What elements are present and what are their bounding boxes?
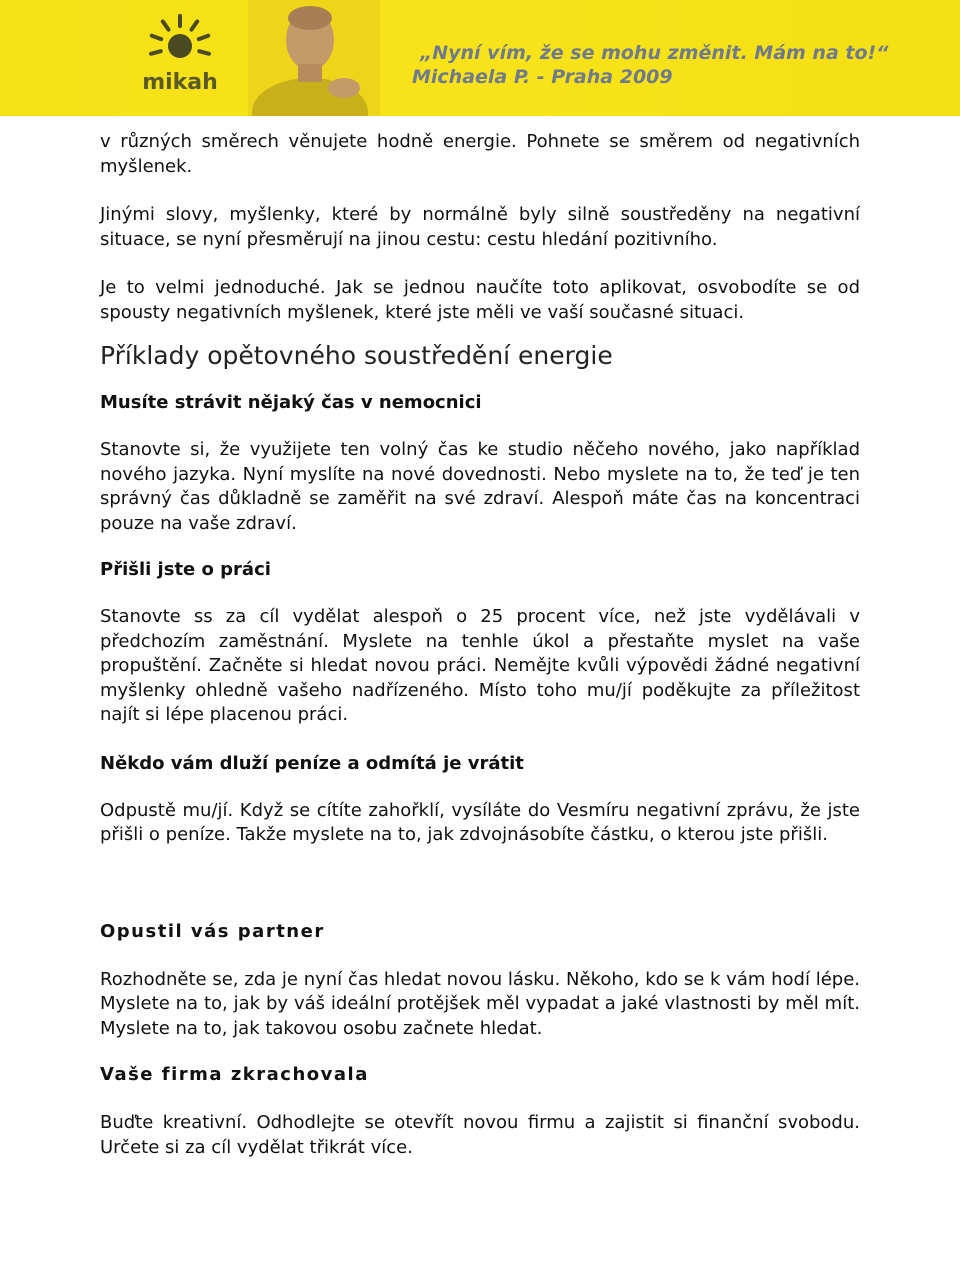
testimonial-quote: „Nyní vím, že se mohu změnit. Mám na to!“ xyxy=(420,42,889,64)
document-body xyxy=(100,130,860,1160)
example-text: Buďte kreativní. Odhodlejte se otevřít novou firmu a zajistit si finanční svobodu. Určete si za cíl vydělat třikrát více. xyxy=(100,1112,860,1158)
example-text: Stanovte ss za cíl vydělat alespoň o 25 procent více, než jste vydělávali v předchozím zaměstnání. Myslete na tenhle úkol a přestaňte myslet na vaše propuštění. Začněte si hledat novou práci. Nemějte kvůli výpovědi žádné negativní myšlenky ohledně vašeho nadřízeného. Místo toho mu/jí poděkujte za příležitost najít si lépe placenou práci. xyxy=(100,606,860,725)
example-text: Rozhodněte se, zda je nyní čas hledat novou lásku. Někoho, kdo se k vám hodí lépe. Myslete na to, jak by váš ideální protějšek měl vypadat a jaké vlastnosti by měl mít. Myslete na to, jak takovou osobu začnete hledat. xyxy=(100,968,860,1039)
example-text: Odpustě mu/jí. Když se cítíte zahořklí, vysíláte do Vesmíru negativní zprávu, že jste přišli o peníze. Takže myslete na to, jak zdvojnásobíte částku, o kterou jste přišli. xyxy=(100,799,860,845)
section-title: Příklady opětovného soustředění energie xyxy=(100,341,613,370)
example-heading: Vaše firma zkrachovala xyxy=(100,1064,369,1085)
header-banner xyxy=(0,0,960,116)
example-text: Stanovte si, že využijete ten volný čas ke studio něčeho nového, jako například nového jazyka. Nyní myslíte na nové dovednosti. Nebo myslete na to, že teď je ten správný čas důkladně se zaměřit na své zdraví. Alespoň máte čas na koncentraci pouze na vaše zdraví. xyxy=(100,439,860,534)
example-heading: Přišli jste o práci xyxy=(100,559,271,580)
testimonial-author: Michaela P. - Praha 2009 xyxy=(412,66,673,88)
example-heading: Někdo vám dluží peníze a odmítá je vrátit xyxy=(100,752,524,774)
sun-icon xyxy=(118,10,242,72)
example-heading: Musíte strávit nějaký čas v nemocnici xyxy=(100,392,482,413)
paragraph: Jinými slovy, myšlenky, které by normálně byly silně soustředěny na negativní situace, se nyní přesměrují na jinou cestu: cestu hledání pozitivního. xyxy=(100,204,860,250)
paragraph: v různých směrech věnujete hodně energie. Pohnete se směrem od negativních myšlenek. xyxy=(100,131,860,177)
paragraph: Je to velmi jednoduché. Jak se jednou naučíte toto aplikovat, osvobodíte se od spousty negativních myšlenek, které jste měli ve vaší současné situaci. xyxy=(100,277,860,323)
example-heading: Opustil vás partner xyxy=(100,920,325,942)
logo-text: mikah xyxy=(142,70,218,95)
mikah-logo xyxy=(118,10,242,106)
portrait-photo xyxy=(248,0,380,116)
